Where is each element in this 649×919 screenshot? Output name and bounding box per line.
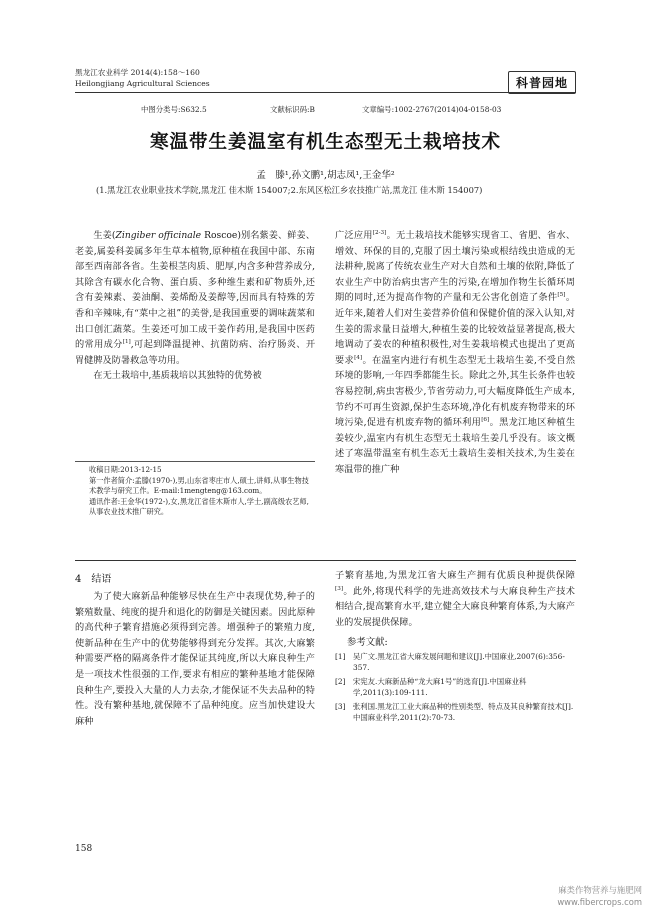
body-left-column <box>75 228 315 384</box>
conclusion-paragraph-continued: 子繁育基地,为黑龙江省大麻生产拥有优质良种提供保障[3]。此外,将现代科学的先进高效技术与大麻良种生产技术相结合,提高繁育水平,建立健全大麻良种繁育体系,为大麻产业的发展提供保障。 <box>335 570 575 628</box>
header-rule <box>75 92 576 93</box>
watermark-url: www.fibercrops.com <box>557 897 642 907</box>
site-watermark <box>470 884 642 908</box>
journal-citation: 黑龙江农业科学 2014(4):158～160 <box>75 68 200 77</box>
conclusion-right-column <box>335 568 575 726</box>
reference-item: [3] 张利国.黑龙江工业大麻品种的性别类型、特点及其良种繁育技术[J].中国麻业科学,2011(2):70-73. <box>335 702 574 723</box>
citation-4: [4] <box>354 354 363 361</box>
article-title: 寒温带生姜温室有机生态型无土栽培技术 <box>149 132 501 153</box>
conclusion-heading: 4 结语 <box>75 574 112 585</box>
document-code: 文献标识码:B <box>270 105 315 114</box>
conclusion-left-column <box>75 570 315 729</box>
reference-item: [1] 吴广文.黑龙江省大麻发展问题和建议[J].中国麻业,2007(6):356-357. <box>335 652 565 673</box>
page-number: 158 <box>75 844 93 854</box>
citation-3: [3] <box>335 585 344 592</box>
first-author-info: 第一作者简介:孟滕(1970-),男,山东省枣庄市人,硕士,讲师,从事生物技术教学与研究工作。E-mail:1mengteng@163.com。 <box>89 475 309 495</box>
citation-1: [1] <box>122 339 131 346</box>
intro-paragraph: 生姜(Zingiber officinale Roscoe)别名紫姜、鲜姜、老姜,属姜科姜属多年生草本植物,原种植在我国中部、东南部至西南部各省。生姜根茎肉质、肥厚,内含多种营养成分,其除含有碳水化合物、蛋白质、多种维生素和矿物质外,还含有姜辣素、姜油酮、姜烯酚及姜醇等,因而具有特殊的芳香和辛辣味,有“菜中之祖”的美誉,是我国重要的调味蔬菜和出口创汇蔬菜。生姜还可加工成干姜作药用,是我国中医药的常用成分[1],可起到降温提神、抗菌防病、治疗肠炎、开胃健脾及防暑救急等功用。 <box>75 230 316 366</box>
journal-english-name: Heilongjiang Agricultural Sciences <box>75 79 210 88</box>
footnote-rule <box>75 461 315 462</box>
citation-5: [5] <box>557 292 566 299</box>
reference-item: [2] 宋宪友.大麻新品种“龙大麻1号”的选育[J].中国麻业科学,2011(3):109-111. <box>335 677 527 698</box>
watermark-name: 麻类作物营养与施肥网 <box>558 885 642 895</box>
continued-paragraph: 广泛应用[2-3]。无土栽培技术能够实现省工、省肥、省水、增效、环保的目的,克服了因土壤污染或根结线虫造成的无法耕种,脱离了传统农业生产对大自然和土壤的依附,降低了农业生产中防治病虫害产生的污染,在增加作物生长循环周期的同时,还为提高作物的产量和无公害化创造了条件[5]。近年来,随着人们对生姜营养价值和保健价值的深入认知,对生姜的需求量日益增大,种植生姜的比较效益显著提高,极大地调动了姜农的种植积极性,对生姜栽培模式也提出了更高要求[4]。在温室内进行有机生态型无土栽培生姜,不受自然环境的影响,一年四季都能生长。除此之外,其生长条件也较容易控制,病虫害极少,节省劳动力,可大幅度降低生产成本,节约不可再生资源,保护生态环境,净化有机废弃物带来的环境污染,促进有机废弃物的循环利用[6]。黑龙江地区种植生姜较少,温室内有机生态型无土栽培生姜几乎没有。该文概述了寒温带温室有机生态无土栽培生姜相关技术,为生姜在寒温带的推广种 <box>335 229 576 475</box>
references-heading: 参考文献: <box>347 637 388 649</box>
section-badge: 科普园地 <box>508 71 576 94</box>
author-affiliation: (1.黑龙江农业职业技术学院,黑龙江 佳木斯 154007;2.东风区松江乡农技推广站,黑龙江 佳木斯 154007) <box>96 185 483 195</box>
conclusion-paragraph: 为了使大麻新品种能够尽快在生产中表现优势,种子的繁殖数量、纯度的提升和退化的防御是关键因素。因此原种的高代种子繁育措施必须得到完善。增强种子的繁殖力度,使新品种在生产中的优势能够得到充分发挥。其次,大麻繁种需要严格的隔离条件才能保证其纯度,所以大麻良种生产是一项技术性很强的工作,要求有相应的繁种基地才能保障良种生产,要投入大量的人力去杂,才能保证不失去品种的特性。没有繁种基地,就保障不了品种纯度。应当加快建设大麻种 <box>75 591 315 727</box>
article-number: 文章编号:1002-2767(2014)04-0158-03 <box>362 105 502 114</box>
clc-number: 中图分类号:S632.5 <box>141 105 207 114</box>
article-divider <box>75 560 576 561</box>
intro-paragraph-2: 在无土栽培中,基质栽培以其独特的优势被 <box>93 370 262 382</box>
author-list: 孟 滕¹,孙文鹏¹,胡志凤¹,王金华² <box>256 170 395 181</box>
citation-2-3: [2-3] <box>372 229 387 236</box>
received-date: 收稿日期:2013-12-15 <box>89 465 162 474</box>
footnote-block <box>89 465 315 518</box>
latin-name: Zingiber officinale <box>115 230 202 241</box>
body-right-column <box>335 228 575 478</box>
corresponding-author-info: 通讯作者:王金华(1972-),女,黑龙江省佳木斯市人,学士,副高级农艺师,从事农业技术推广研究。 <box>89 496 309 516</box>
citation-6: [6] <box>481 417 490 424</box>
